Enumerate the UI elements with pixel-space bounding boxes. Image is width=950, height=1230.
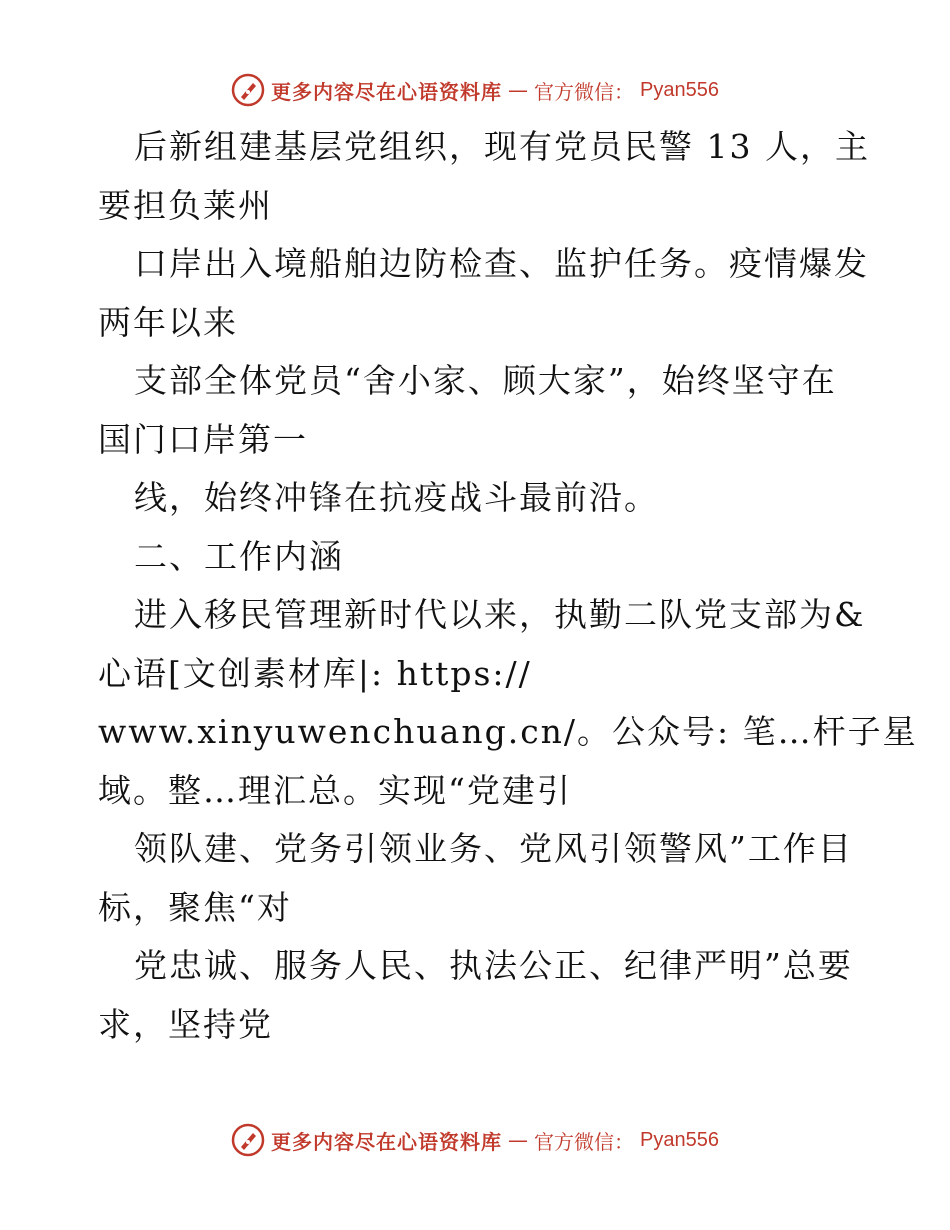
watermark-wechat-label: 官方微信： <box>534 79 635 104</box>
text-line: 党忠诚、服务人民、执法公正、纪律严明”总要 <box>134 946 853 985</box>
text-line: 领队建、党务引领业务、党风引领警风”工作目 <box>134 829 853 868</box>
text-line: 国门口岸第一 <box>98 419 308 459</box>
text-line: 进入移民管理新时代以来，执勤二队党支部为& <box>134 595 866 634</box>
text-line: 心语[文创素材库|: https:// <box>98 653 532 693</box>
header-watermark <box>0 70 950 110</box>
watermark-separator: — <box>508 78 529 102</box>
watermark-separator: — <box>508 1128 529 1152</box>
text-line: 两年以来 <box>98 302 238 342</box>
text-line: www.xinyuwenchuang.cn/。公众号: 笔…杆子星 <box>98 712 918 751</box>
footer-watermark <box>0 1120 950 1160</box>
document-body <box>98 118 918 1054</box>
watermark-brand: 更多内容尽在心语资料库 <box>271 79 503 104</box>
text-line: 域。整…理汇总。实现“党建引 <box>98 770 572 810</box>
watermark-wechat-id: Pyan556 <box>640 1128 719 1151</box>
text-line: 标，聚焦“对 <box>98 887 292 927</box>
watermark-brand: 更多内容尽在心语资料库 <box>271 1129 503 1154</box>
watermark-wechat-label: 官方微信： <box>534 1129 635 1154</box>
text-line: 支部全体党员“舍小家、顾大家”，始终坚守在 <box>134 361 837 400</box>
pen-nib-logo-icon <box>231 73 265 107</box>
pen-nib-logo-icon <box>231 1123 265 1157</box>
text-line: 线，始终冲锋在抗疫战斗最前沿。 <box>134 478 659 517</box>
section-heading: 二、工作内涵 <box>134 536 344 576</box>
text-line: 口岸出入境船舶边防检查、监护任务。疫情爆发 <box>134 244 869 283</box>
text-line: 要担负莱州 <box>98 185 273 225</box>
text-line: 后新组建基层党组织，现有党员民警 13 人，主 <box>134 127 870 166</box>
text-line: 求，坚持党 <box>98 1004 273 1044</box>
watermark-wechat-id: Pyan556 <box>640 78 719 101</box>
